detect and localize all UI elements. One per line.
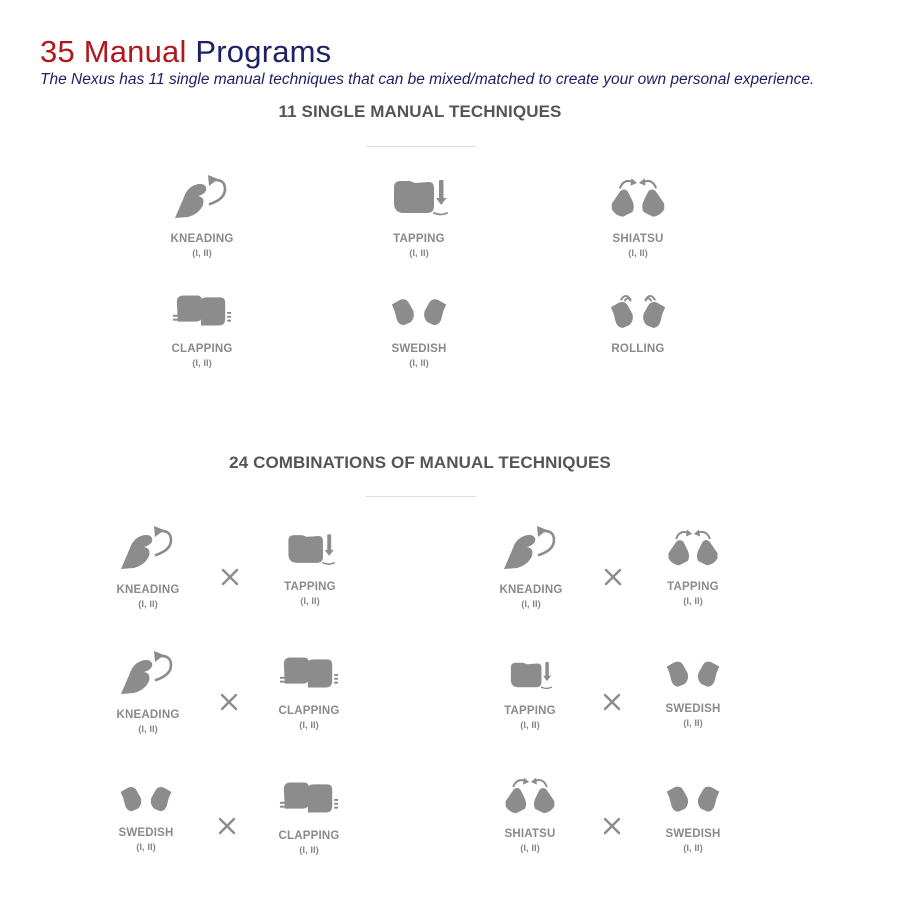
- combo-1-a: [93, 525, 203, 612]
- swedish-icon: [664, 656, 722, 690]
- times-icon: [603, 567, 623, 587]
- technique-levels: (I, II): [520, 720, 540, 731]
- shiatsu-icon: [502, 775, 558, 815]
- combo-4-a: [475, 658, 585, 733]
- technique-levels: (I, II): [138, 599, 158, 610]
- title-rest: Programs: [195, 34, 332, 69]
- times-icon: [219, 692, 239, 712]
- times-icon: [217, 816, 237, 836]
- rolling-icon: [608, 290, 668, 330]
- technique-name: SWEDISH: [118, 827, 174, 839]
- combos-divider: [366, 496, 476, 497]
- tapping-icon: [284, 530, 336, 568]
- tapping-icon: [389, 174, 449, 220]
- technique-name: SWEDISH: [391, 343, 447, 355]
- technique-name: TAPPING: [393, 233, 445, 245]
- technique-levels: (I, II): [683, 718, 703, 729]
- single-swedish: [364, 292, 474, 371]
- technique-name: KNEADING: [116, 584, 180, 596]
- kneading-icon: [172, 174, 232, 220]
- shiatsu-icon: [665, 526, 721, 568]
- single-kneading: [147, 174, 257, 261]
- clapping-icon: [172, 290, 232, 330]
- combos-heading: 24 COMBINATIONS OF MANUAL TECHNIQUES: [229, 453, 611, 472]
- technique-name: CLAPPING: [171, 343, 233, 355]
- page-subtitle: The Nexus has 11 single manual techniques that can be mixed/matched to create your own personal experience.: [40, 71, 815, 88]
- combo-1-b: [255, 530, 365, 609]
- technique-name: KNEADING: [499, 584, 563, 596]
- swedish-icon: [118, 782, 174, 814]
- combo-2-a: [476, 525, 586, 612]
- technique-levels: (I, II): [192, 248, 212, 259]
- kneading-icon: [501, 525, 561, 571]
- single-rolling: [583, 290, 693, 356]
- technique-levels: (I, II): [409, 248, 429, 259]
- technique-name: KNEADING: [170, 233, 234, 245]
- singles-divider: [366, 146, 476, 147]
- kneading-icon: [118, 650, 178, 696]
- combo-6-b: [638, 781, 748, 856]
- technique-name: TAPPING: [667, 581, 719, 593]
- single-tapping: [364, 174, 474, 261]
- combo-3-b: [254, 652, 364, 733]
- technique-name: SWEDISH: [665, 703, 721, 715]
- technique-levels: (I, II): [683, 596, 703, 607]
- page-title: [40, 34, 331, 70]
- times-icon: [602, 692, 622, 712]
- combo-5-a: [91, 782, 201, 855]
- combo-6-a: [475, 775, 585, 856]
- technique-name: CLAPPING: [278, 705, 340, 717]
- kneading-icon: [118, 525, 178, 571]
- technique-levels: (I, II): [192, 358, 212, 369]
- tapping-icon: [507, 658, 553, 692]
- technique-name: ROLLING: [611, 343, 665, 355]
- technique-name: SHIATSU: [504, 828, 556, 840]
- technique-levels: (I, II): [299, 720, 319, 731]
- technique-levels: (I, II): [409, 358, 429, 369]
- technique-levels: (I, II): [136, 842, 156, 853]
- technique-name: TAPPING: [284, 581, 336, 593]
- technique-levels: (I, II): [628, 248, 648, 259]
- swedish-icon: [664, 781, 722, 815]
- technique-levels: (I, II): [683, 843, 703, 854]
- technique-levels: (I, II): [138, 724, 158, 735]
- clapping-icon: [279, 777, 339, 817]
- singles-heading: 11 SINGLE MANUAL TECHNIQUES: [278, 102, 562, 121]
- technique-levels: (I, II): [300, 596, 320, 607]
- technique-name: SHIATSU: [612, 233, 664, 245]
- clapping-icon: [279, 652, 339, 692]
- combo-5-b: [254, 777, 364, 858]
- times-icon: [602, 816, 622, 836]
- technique-name: TAPPING: [504, 705, 556, 717]
- technique-name: SWEDISH: [665, 828, 721, 840]
- combo-3-a: [93, 650, 203, 737]
- technique-name: CLAPPING: [278, 830, 340, 842]
- technique-levels: (I, II): [299, 845, 319, 856]
- technique-levels: (I, II): [520, 843, 540, 854]
- title-count: 35 Manual: [40, 34, 187, 69]
- swedish-icon: [389, 292, 449, 330]
- single-shiatsu: [583, 174, 693, 261]
- combo-2-b: [638, 526, 748, 609]
- combo-4-b: [638, 656, 748, 731]
- technique-levels: (I, II): [521, 599, 541, 610]
- times-icon: [220, 567, 240, 587]
- technique-name: KNEADING: [116, 709, 180, 721]
- shiatsu-icon: [608, 174, 668, 220]
- single-clapping: [147, 290, 257, 371]
